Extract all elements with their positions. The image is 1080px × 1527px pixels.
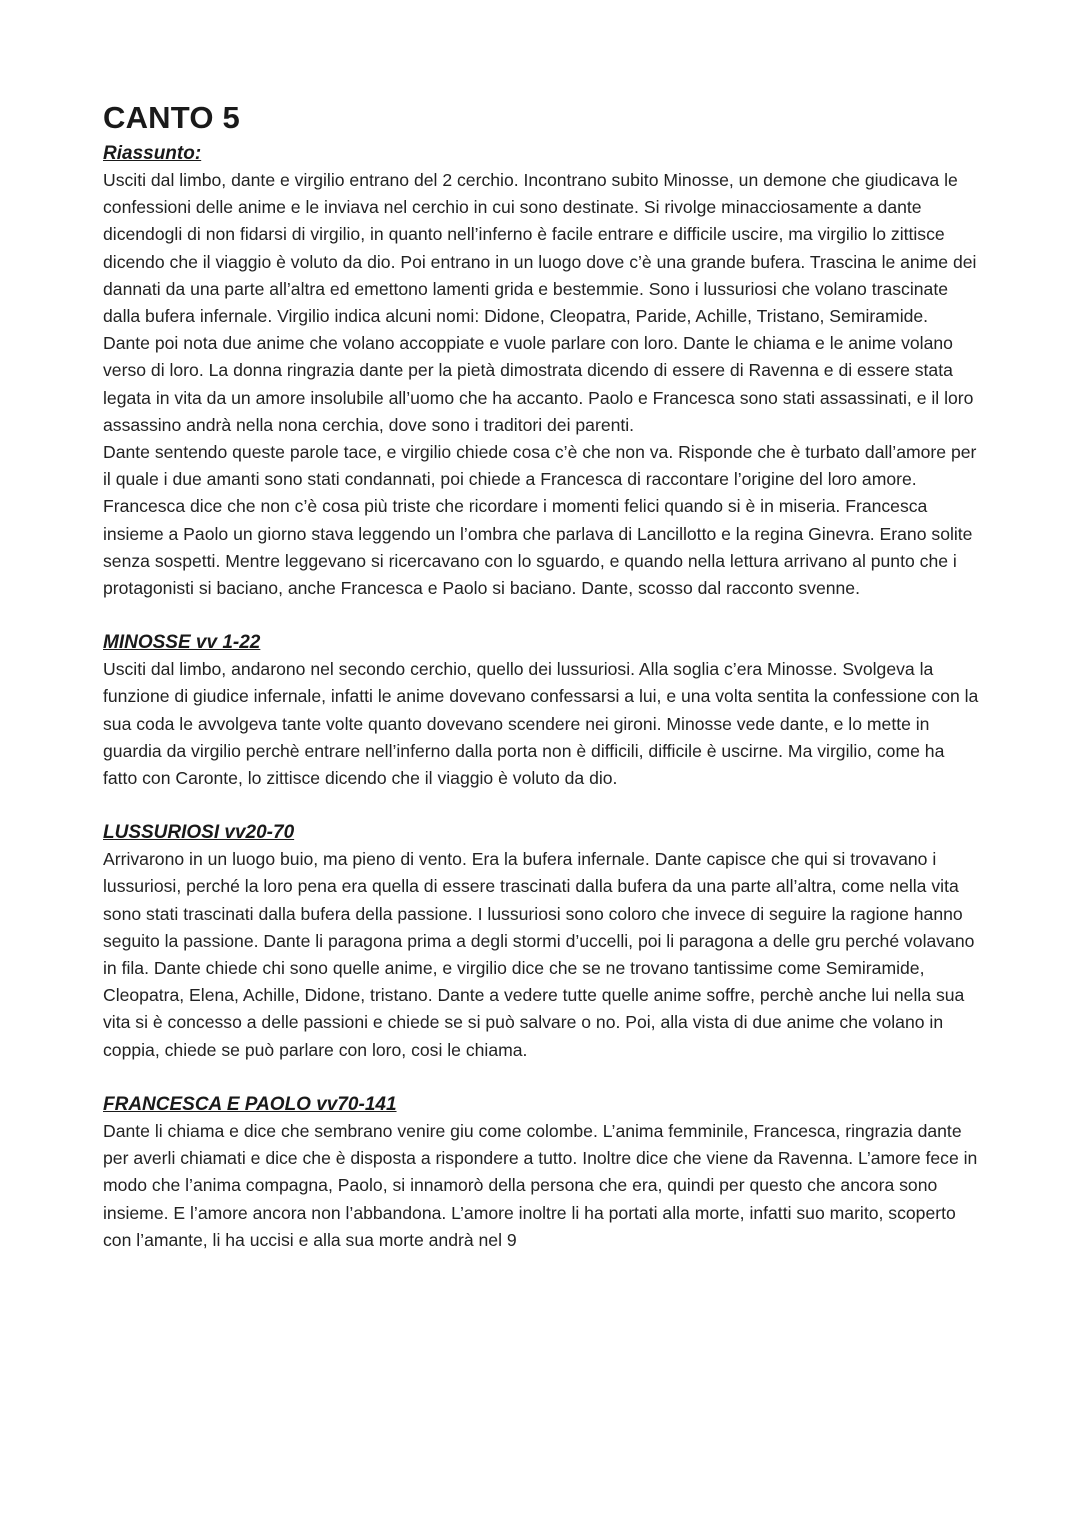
minosse-paragraph: Usciti dal limbo, andarono nel secondo cerchio, quello dei lussuriosi. Alla soglia c’era Minosse. Svolgeva la funzione di giudice infernale, infatti le anime dovevano confessarsi a lui, e una volta sentita la confessione con la sua coda le avvolgeva tante volte quanto dovevano scendere nei gironi. Minosse vede dante, e lo mette in guardia da virgilio perchè entrare nell’inferno dalla porta non è difficili, difficile è uscirne. Ma virgilio, come ha fatto con Caronte, lo zittisce dicendo che il viaggio è voluto da dio. — [103, 659, 979, 789]
riassunto-paragraph-1: Usciti dal limbo, dante e virgilio entrano del 2 cerchio. Incontrano subito Minosse, un demone che giudicava le confessioni delle anime e le inviava nel cerchio in cui sono destinate. Si rivolge minacciosamente a dante dicendogli di non fidarsi di virgilio, in quanto nell’inferno è facile entrare e difficile uscire, ma virgilio lo zittisce dicendo che il viaggio è voluto da dio. Poi entrano in un luogo dove c’è una grande bufera. Trascina le anime dei dannati da una parte all’altra ed emettono lamenti grida e bestemmie. Sono i lussuriosi che volano trascinate dalla bufera infernale. Virgilio indica alcuni nomi: Didone, Cleopatra, Paride, Achille, Tristano, Semiramide. — [103, 170, 977, 327]
riassunto-paragraph-2: Dante poi nota due anime che volano accoppiate e vuole parlare con loro. Dante le chiama e le anime volano verso di loro. La donna ringrazia dante per la pietà dimostrata dicendo di essere di Ravenna e di essere stata legata in vita da un amore insolubile all’uomo che ha accanto. Paolo e Francesca sono stati assassinati, e il loro assassino andrà nella nona cerchia, dove sono i traditori dei parenti. — [103, 333, 974, 435]
section-heading-minosse: MINOSSE vv 1-22 — [103, 632, 261, 654]
spacer — [103, 792, 983, 819]
section-heading-riassunto: Riassunto: — [103, 143, 202, 164]
section-lussuriosi — [103, 819, 983, 1064]
francesca-paolo-paragraph: Dante li chiama e dice che sembrano venire giu come colombe. L’anima femminile, Francesca, ringrazia dante per averli chiamati e dice che è disposta a rispondere a tutto. Inoltre dice che viene da Ravenna. L’amore fece in modo che l’anima compagna, Paolo, si innamorò della persona che era, quindi per questo che ancora sono insieme. E l’amore ancora non l’abbandona. L’amore inoltre li ha portati alla morte, infatti suo marito, scoperto con l’amante, li ha uccisi e alla sua morte andrà nel 9 — [103, 1120, 978, 1250]
lussuriosi-paragraph: Arrivarono in un luogo buio, ma pieno di vento. Era la bufera infernale. Dante capisce che qui si trovavano i lussuriosi, perché la loro pena era quella di essere trascinati dalla bufera da una parte all’altra, come nella vita sono stati trascinati dalla bufera della passione. I lussuriosi sono coloro che invece di seguire la ragione hanno seguito la passione. Dante li paragona prima a degli stormi d’uccelli, poi li paragona a delle gru perché volavano in fila. Dante chiede chi sono quelle anime, e virgilio dice che se ne trovano tantissime come Semiramide, Cleopatra, Elena, Achille, Didone, tristano. Dante a vedere tutte quelle anime soffre, perchè anche lui nella sua vita si è concesso a delle passioni e chiede se si può salvare o no. Poi, alla vista di due anime che volano in coppia, chiede se può parlare con loro, cosi le chiama. — [103, 849, 975, 1060]
page-title: CANTO 5 — [103, 100, 240, 135]
section-heading-lussuriosi: LUSSURIOSI vv20-70 — [103, 822, 295, 844]
spacer — [103, 602, 983, 629]
section-minosse — [103, 629, 983, 792]
section-francesca-paolo — [103, 1091, 983, 1254]
section-heading-francesca-paolo: FRANCESCA E PAOLO vv70-141 — [103, 1093, 397, 1115]
riassunto-paragraph-3: Dante sentendo queste parole tace, e virgilio chiede cosa c’è che non va. Risponde che è turbato dall’amore per il quale i due amanti sono stati condannati, poi chiede a Francesca di raccontare l’origine del loro amore. Francesca dice che non c’è cosa più triste che ricordare i momenti felici quando si è in miseria. Francesca insieme a Paolo un giorno stava leggendo un l’ombra che parlava di Lancillotto e la regina Ginevra. Erano solite senza sospetti. Mentre leggevano si ricercavano con lo sguardo, e quando nella lettura arrivano al punto che i protagonisti si baciano, anche Francesca e Paolo si baciano. Dante, scosso dal racconto svenne. — [103, 442, 977, 599]
spacer — [103, 1064, 983, 1091]
section-riassunto — [103, 140, 983, 602]
document-page — [103, 96, 983, 1254]
